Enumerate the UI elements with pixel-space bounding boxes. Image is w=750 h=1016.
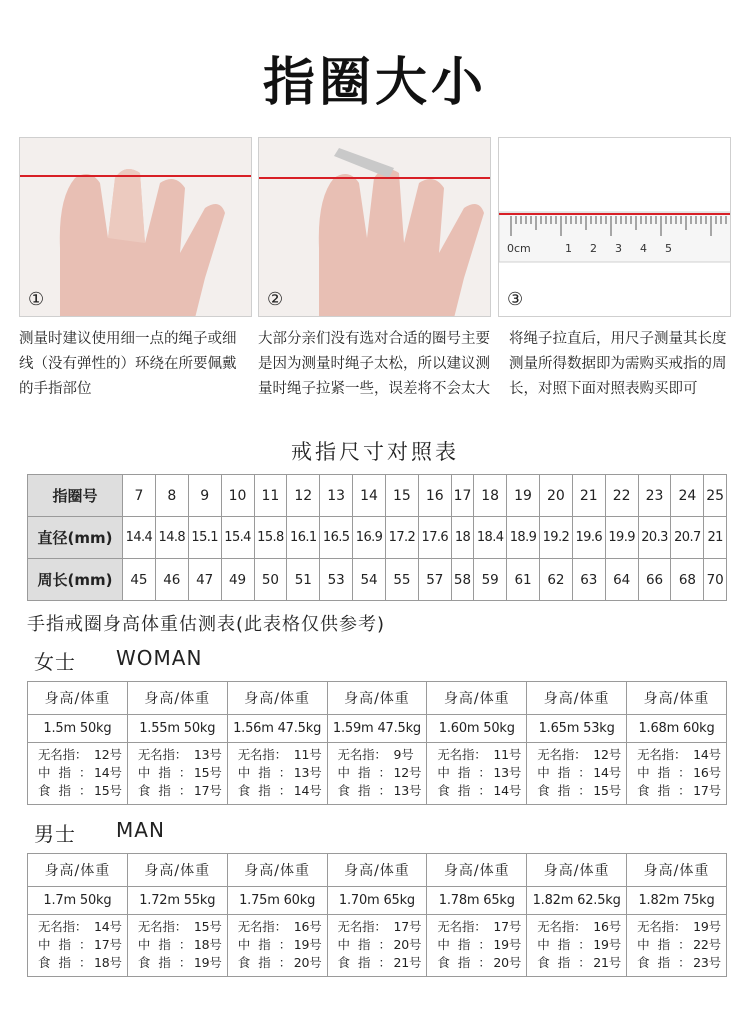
ring-finger-line	[238, 918, 327, 936]
ring-finger-label: 无名指：	[237, 919, 287, 934]
ring-finger-size: 19号	[693, 919, 721, 934]
index-finger-size: 23号	[693, 955, 721, 970]
middle-finger-line	[38, 764, 127, 782]
table-cell: 20.3	[638, 517, 671, 559]
table-cell: 51	[287, 559, 320, 601]
height-weight-cell: 1.55m 50kg	[127, 715, 227, 743]
ring-finger-size: 12号	[94, 747, 122, 762]
middle-finger-line	[238, 764, 327, 782]
table-cell: 21	[572, 475, 605, 517]
finger-size-cell	[28, 915, 128, 977]
table-cell: 20.7	[671, 517, 704, 559]
middle-finger-size: 15号	[193, 765, 222, 780]
middle-finger-label: 中指：	[437, 937, 499, 952]
middle-finger-size: 18号	[193, 937, 222, 952]
ring-finger-label: 无名指：	[537, 747, 587, 762]
column-header: 身高/体重	[28, 854, 128, 887]
table-cell: 24	[671, 475, 704, 517]
header-row	[28, 854, 727, 887]
table-cell: 16	[418, 475, 451, 517]
table-cell: 46	[155, 559, 188, 601]
ring-finger-line	[338, 918, 427, 936]
table-cell: 19.9	[605, 517, 638, 559]
middle-finger-label: 中指：	[537, 937, 599, 952]
index-finger-size: 19号	[193, 955, 222, 970]
step-1-description: 测量时建议使用细一点的绳子或细线（没有弹性的）环绕在所要佩戴的手指部位	[19, 331, 237, 397]
table-cell: 10	[221, 475, 254, 517]
ring-finger-size: 11号	[493, 747, 522, 762]
middle-finger-size: 19号	[293, 937, 322, 952]
table-cell: 18.4	[474, 517, 507, 559]
middle-finger-label: 中指：	[137, 765, 200, 780]
middle-finger-line	[537, 936, 626, 954]
step-2-description: 大部分亲们没有选对合适的圈号主要是因为测量时绳子太松，所以建议测量时绳子拉紧一些，误差将不会太大	[258, 331, 490, 397]
diameter-row	[28, 517, 727, 559]
index-finger-line	[138, 782, 227, 800]
step-1-photo	[19, 137, 252, 317]
middle-finger-label: 中指：	[337, 765, 400, 780]
index-finger-label: 食指：	[237, 955, 300, 970]
table-cell: 9	[188, 475, 221, 517]
table-cell: 14.8	[155, 517, 188, 559]
ruler-number: 2	[590, 242, 597, 255]
row-label: 周长(mm)	[28, 559, 123, 601]
index-finger-label: 食指：	[537, 955, 599, 970]
index-finger-size: 15号	[94, 783, 122, 798]
finger-size-cell	[28, 743, 128, 805]
middle-finger-label: 中指：	[637, 765, 699, 780]
ring-finger-line	[637, 918, 726, 936]
middle-finger-line	[138, 936, 227, 954]
middle-finger-line	[238, 936, 327, 954]
table-cell: 12	[287, 475, 320, 517]
index-finger-line	[38, 954, 127, 972]
ring-finger-line	[338, 746, 427, 764]
table-cell: 64	[605, 559, 638, 601]
table-cell: 16.5	[320, 517, 353, 559]
column-header: 身高/体重	[227, 682, 327, 715]
table-cell: 23	[638, 475, 671, 517]
index-finger-line	[637, 782, 726, 800]
middle-finger-size: 16号	[693, 765, 721, 780]
circumference-row	[28, 559, 727, 601]
step-2-photo	[258, 137, 491, 317]
women-label-en: WOMAN	[116, 646, 203, 670]
column-header: 身高/体重	[527, 682, 627, 715]
table-cell: 66	[638, 559, 671, 601]
ring-finger-label: 无名指：	[38, 919, 88, 934]
ring-finger-label: 无名指：	[637, 919, 687, 934]
middle-finger-label: 中指：	[237, 937, 300, 952]
ring-finger-label: 无名指：	[537, 919, 587, 934]
height-weight-cell: 1.65m 53kg	[527, 715, 627, 743]
height-weight-cell: 1.60m 50kg	[427, 715, 527, 743]
height-weight-cell: 1.78m 65kg	[427, 887, 527, 915]
table-cell: 14	[353, 475, 386, 517]
column-header: 身高/体重	[127, 682, 227, 715]
finger-size-cell	[527, 915, 627, 977]
column-header: 身高/体重	[28, 682, 128, 715]
finger-size-cell	[627, 915, 727, 977]
step-3-number: ③	[507, 289, 524, 310]
index-finger-size: 21号	[593, 955, 622, 970]
finger-size-cell	[627, 743, 727, 805]
ring-finger-label: 无名指：	[137, 747, 188, 762]
table-cell: 53	[320, 559, 353, 601]
index-finger-label: 食指：	[38, 955, 100, 970]
table-cell: 20	[539, 475, 572, 517]
row-label: 直径(mm)	[28, 517, 123, 559]
step-3-photo	[498, 137, 731, 317]
table-cell: 47	[188, 559, 221, 601]
index-finger-label: 食指：	[337, 783, 400, 798]
middle-finger-line	[637, 936, 726, 954]
index-finger-line	[238, 954, 327, 972]
ring-finger-line	[38, 746, 127, 764]
middle-finger-line	[338, 764, 427, 782]
index-finger-line	[338, 954, 427, 972]
index-finger-label: 食指：	[137, 783, 200, 798]
middle-finger-label: 中指：	[38, 937, 100, 952]
table-cell: 16.9	[353, 517, 386, 559]
height-weight-cell: 1.5m 50kg	[28, 715, 128, 743]
ring-finger-size: 14号	[94, 919, 122, 934]
middle-finger-line	[537, 764, 626, 782]
column-header: 身高/体重	[227, 854, 327, 887]
table-cell: 17.6	[418, 517, 451, 559]
middle-finger-line	[38, 936, 127, 954]
women-section-label	[34, 646, 203, 675]
table-cell: 17.2	[386, 517, 419, 559]
index-finger-line	[637, 954, 726, 972]
middle-finger-size: 14号	[593, 765, 622, 780]
middle-finger-label: 中指：	[337, 937, 400, 952]
ring-finger-size: 11号	[293, 747, 322, 762]
ring-finger-label: 无名指：	[137, 919, 188, 934]
finger-size-cell	[127, 743, 227, 805]
finger-size-cell	[427, 743, 527, 805]
ring-finger-line	[537, 918, 626, 936]
table-cell: 70	[704, 559, 727, 601]
middle-finger-size: 17号	[94, 937, 122, 952]
index-finger-label: 食指：	[38, 783, 100, 798]
row-label: 指圈号	[28, 475, 123, 517]
ring-finger-label: 无名指：	[38, 747, 88, 762]
ruler-number: 5	[665, 242, 672, 255]
column-header: 身高/体重	[327, 682, 427, 715]
column-header: 身高/体重	[627, 854, 727, 887]
index-finger-line	[38, 782, 127, 800]
ring-finger-line	[637, 746, 726, 764]
step-2-number: ②	[267, 289, 284, 310]
middle-finger-line	[437, 936, 526, 954]
finger-size-cell	[527, 743, 627, 805]
ring-finger-size: 17号	[393, 919, 422, 934]
ring-finger-line	[238, 746, 327, 764]
size-table-title: 戒指尺寸对照表	[291, 440, 459, 464]
table-cell: 18.9	[507, 517, 540, 559]
ring-finger-label: 无名指：	[437, 747, 487, 762]
middle-finger-label: 中指：	[137, 937, 200, 952]
middle-finger-label: 中指：	[637, 937, 699, 952]
index-finger-line	[238, 782, 327, 800]
index-finger-size: 14号	[493, 783, 522, 798]
index-finger-size: 20号	[493, 955, 522, 970]
ruler-number: 1	[565, 242, 572, 255]
middle-finger-size: 20号	[393, 937, 422, 952]
ring-finger-size: 9号	[393, 747, 414, 762]
middle-finger-label: 中指：	[537, 765, 599, 780]
men-label: 男士	[34, 822, 76, 846]
column-header: 身高/体重	[627, 682, 727, 715]
ruler-number: 3	[615, 242, 622, 255]
height-weight-cell: 1.7m 50kg	[28, 887, 128, 915]
height-weight-row	[28, 715, 727, 743]
table-cell: 21	[704, 517, 727, 559]
men-estimate-table	[27, 853, 727, 977]
table-cell: 63	[572, 559, 605, 601]
index-finger-label: 食指：	[437, 955, 499, 970]
middle-finger-size: 14号	[94, 765, 122, 780]
ruler-number: 4	[640, 242, 647, 255]
ruler-unit-label: 0cm	[507, 242, 531, 255]
height-weight-cell: 1.82m 62.5kg	[527, 887, 627, 915]
ring-finger-size: 12号	[593, 747, 622, 762]
index-finger-label: 食指：	[237, 783, 300, 798]
index-finger-line	[138, 954, 227, 972]
page-title: 指圈大小	[262, 53, 487, 113]
middle-finger-label: 中指：	[237, 765, 300, 780]
index-finger-line	[537, 954, 626, 972]
height-weight-cell: 1.68m 60kg	[627, 715, 727, 743]
table-cell: 14.4	[123, 517, 156, 559]
table-cell: 15	[386, 475, 419, 517]
ring-finger-label: 无名指：	[637, 747, 687, 762]
index-finger-size: 17号	[693, 783, 721, 798]
index-finger-line	[537, 782, 626, 800]
table-cell: 11	[254, 475, 287, 517]
ring-finger-line	[537, 746, 626, 764]
table-cell: 55	[386, 559, 419, 601]
table-cell: 59	[474, 559, 507, 601]
ring-finger-line	[437, 918, 526, 936]
table-cell: 58	[451, 559, 473, 601]
middle-finger-line	[637, 764, 726, 782]
height-weight-cell: 1.75m 60kg	[227, 887, 327, 915]
index-finger-size: 21号	[393, 955, 422, 970]
table-cell: 18	[474, 475, 507, 517]
index-finger-line	[437, 954, 526, 972]
index-finger-label: 食指：	[437, 783, 499, 798]
table-cell: 54	[353, 559, 386, 601]
index-finger-size: 14号	[293, 783, 322, 798]
column-header: 身高/体重	[427, 682, 527, 715]
ring-finger-size: 17号	[493, 919, 522, 934]
table-cell: 19	[507, 475, 540, 517]
column-header: 身高/体重	[527, 854, 627, 887]
index-finger-line	[437, 782, 526, 800]
estimate-table-title: 手指戒圈身高体重估测表(此表格仅供参考)	[27, 614, 386, 635]
ring-finger-label: 无名指：	[337, 747, 387, 762]
table-cell: 7	[123, 475, 156, 517]
height-weight-row	[28, 887, 727, 915]
middle-finger-size: 19号	[593, 937, 622, 952]
table-cell: 15.1	[188, 517, 221, 559]
middle-finger-line	[138, 764, 227, 782]
header-row	[28, 682, 727, 715]
finger-size-row	[28, 743, 727, 805]
step-3-description: 将绳子拉直后，用尺子测量其长度测量所得数据即为需购买戒指的周长，对照下面对照表购买即可	[509, 331, 727, 397]
ring-finger-label: 无名指：	[237, 747, 287, 762]
index-finger-label: 食指：	[637, 955, 699, 970]
middle-finger-size: 13号	[293, 765, 322, 780]
ring-finger-size: 14号	[693, 747, 721, 762]
table-cell: 61	[507, 559, 540, 601]
index-finger-line	[338, 782, 427, 800]
middle-finger-size: 13号	[493, 765, 522, 780]
men-section-label	[34, 818, 165, 847]
step-1-number: ①	[28, 289, 45, 310]
height-weight-cell: 1.72m 55kg	[127, 887, 227, 915]
table-cell: 18	[451, 517, 473, 559]
table-cell: 50	[254, 559, 287, 601]
index-finger-label: 食指：	[137, 955, 200, 970]
column-header: 身高/体重	[427, 854, 527, 887]
ring-finger-label: 无名指：	[337, 919, 387, 934]
column-header: 身高/体重	[327, 854, 427, 887]
ring-finger-label: 无名指：	[437, 919, 487, 934]
finger-size-cell	[327, 743, 427, 805]
table-cell: 13	[320, 475, 353, 517]
table-cell: 45	[123, 559, 156, 601]
ring-finger-size: 13号	[193, 747, 222, 762]
table-cell: 57	[418, 559, 451, 601]
finger-size-cell	[427, 915, 527, 977]
middle-finger-label: 中指：	[437, 765, 499, 780]
finger-size-cell	[227, 743, 327, 805]
table-cell: 68	[671, 559, 704, 601]
middle-finger-line	[437, 764, 526, 782]
middle-finger-line	[338, 936, 427, 954]
height-weight-cell: 1.70m 65kg	[327, 887, 427, 915]
table-cell: 8	[155, 475, 188, 517]
table-cell: 15.4	[221, 517, 254, 559]
middle-finger-size: 22号	[693, 937, 721, 952]
table-cell: 19.2	[539, 517, 572, 559]
table-cell: 15.8	[254, 517, 287, 559]
index-finger-label: 食指：	[337, 955, 400, 970]
ring-size-table	[27, 474, 727, 601]
middle-finger-size: 12号	[393, 765, 422, 780]
index-finger-label: 食指：	[637, 783, 699, 798]
height-weight-cell: 1.56m 47.5kg	[227, 715, 327, 743]
index-finger-size: 15号	[593, 783, 622, 798]
index-finger-size: 13号	[393, 783, 422, 798]
table-cell: 17	[451, 475, 473, 517]
finger-size-cell	[127, 915, 227, 977]
height-weight-cell: 1.82m 75kg	[627, 887, 727, 915]
ring-finger-line	[138, 746, 227, 764]
index-finger-label: 食指：	[537, 783, 599, 798]
table-cell: 25	[704, 475, 727, 517]
table-cell: 16.1	[287, 517, 320, 559]
ring-finger-line	[437, 746, 526, 764]
middle-finger-label: 中指：	[38, 765, 100, 780]
index-finger-size: 17号	[193, 783, 222, 798]
middle-finger-size: 19号	[493, 937, 522, 952]
finger-size-row	[28, 915, 727, 977]
ring-finger-line	[38, 918, 127, 936]
men-label-en: MAN	[116, 818, 165, 842]
ring-finger-size: 15号	[193, 919, 222, 934]
table-cell: 19.6	[572, 517, 605, 559]
index-finger-size: 18号	[94, 955, 122, 970]
ring-finger-size: 16号	[593, 919, 622, 934]
table-cell: 62	[539, 559, 572, 601]
women-label: 女士	[34, 650, 76, 674]
finger-size-cell	[327, 915, 427, 977]
women-estimate-table	[27, 681, 727, 805]
finger-size-cell	[227, 915, 327, 977]
table-cell: 49	[221, 559, 254, 601]
table-cell: 22	[605, 475, 638, 517]
index-finger-size: 20号	[293, 955, 322, 970]
size-row	[28, 475, 727, 517]
height-weight-cell: 1.59m 47.5kg	[327, 715, 427, 743]
ring-finger-size: 16号	[293, 919, 322, 934]
column-header: 身高/体重	[127, 854, 227, 887]
ring-finger-line	[138, 918, 227, 936]
